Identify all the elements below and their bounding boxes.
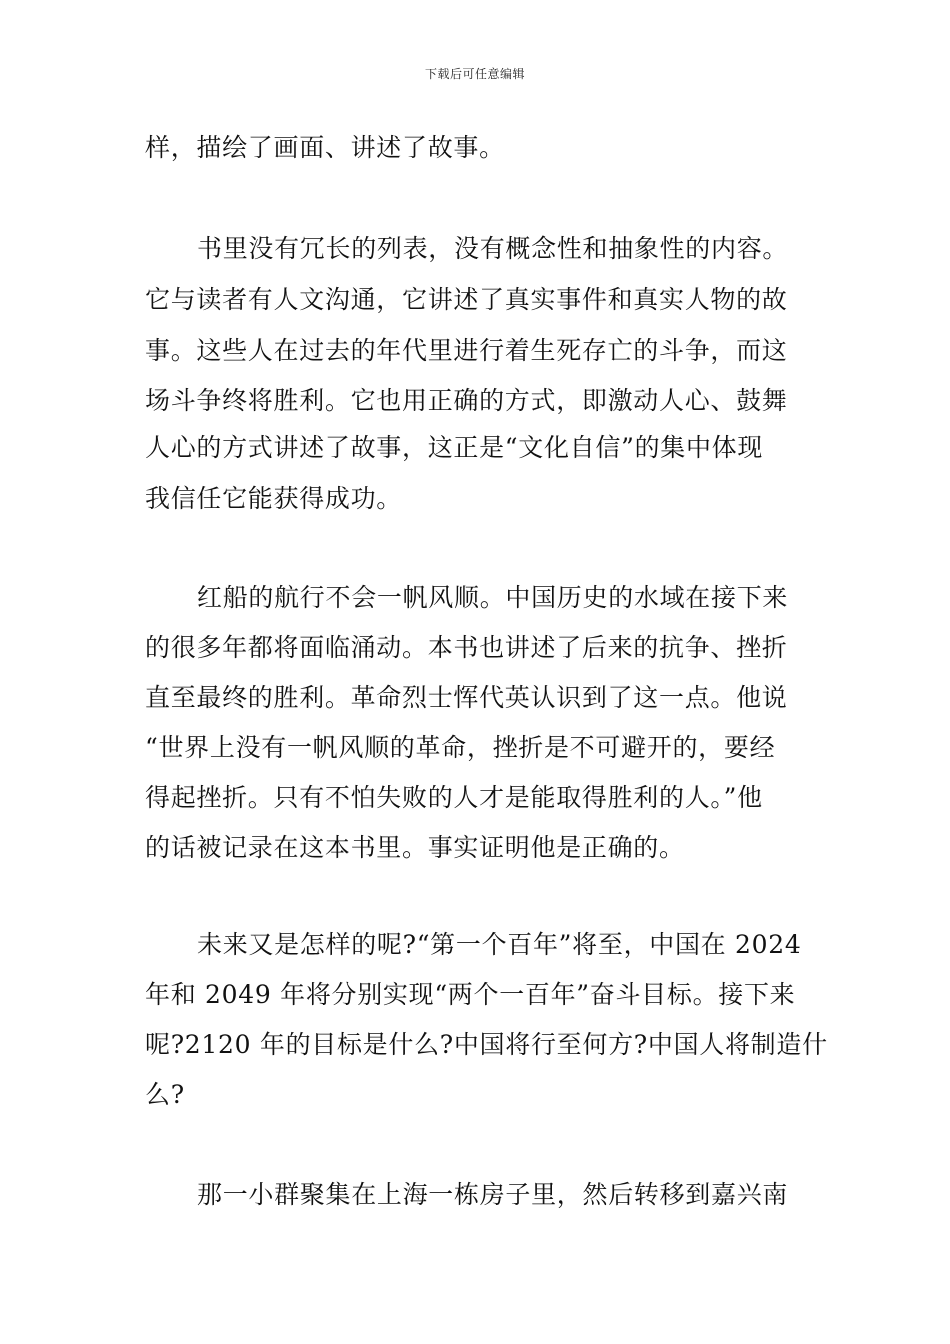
paragraph-4-line-3: 呢?2120 年的目标是什么?中国将行至何方?中国人将制造什 — [145, 1030, 828, 1059]
page-header: 下载后可任意编辑 — [424, 67, 525, 81]
paragraph-2-line-2: 它与读者有人文沟通，它讲述了真实事件和真实人物的故 — [145, 285, 788, 314]
paragraph-3-line-6: 的话被记录在这本书里。事实证明他是正确的。 — [145, 833, 685, 862]
paragraph-2-line-1: 书里没有冗长的列表，没有概念性和抽象性的内容。 — [197, 234, 789, 263]
paragraph-4-line-2: 年和 2049 年将分别实现“两个一百年”奋斗目标。接下来 — [145, 980, 796, 1009]
paragraph-3-line-5: 得起挫折。只有不怕失败的人才是能取得胜利的人。”他 — [145, 783, 763, 812]
paragraph-5-line-1: 那一小群聚集在上海一栋房子里，然后转移到嘉兴南 — [197, 1180, 789, 1209]
paragraph-3-line-2: 的很多年都将面临涌动。本书也讲述了后来的抗争、挫折 — [145, 633, 788, 662]
paragraph-4-line-1: 未来又是怎样的呢?“第一个百年”将至，中国在 2024 — [197, 930, 802, 959]
paragraph-2-line-4: 场斗争终将胜利。它也用正确的方式，即激动人心、鼓舞 — [145, 386, 788, 415]
paragraph-3-line-4: “世界上没有一帆风顺的革命，挫折是不可避开的，要经 — [145, 733, 776, 762]
paragraph-4-line-4: 么? — [145, 1080, 185, 1109]
paragraph-3-line-1: 红船的航行不会一帆风顺。中国历史的水域在接下来 — [197, 583, 789, 612]
paragraph-2-line-6: 我信任它能获得成功。 — [145, 484, 403, 513]
paragraph-2-line-5: 人心的方式讲述了故事，这正是“文化自信”的集中体现 — [145, 433, 764, 462]
paragraph-3-line-3: 直至最终的胜利。革命烈士恽代英认识到了这一点。他说 — [145, 683, 788, 712]
paragraph-2-line-3: 事。这些人在过去的年代里进行着生死存亡的斗争，而这 — [145, 336, 788, 365]
paragraph-1-line-1: 样，描绘了画面、讲述了故事。 — [145, 133, 505, 162]
